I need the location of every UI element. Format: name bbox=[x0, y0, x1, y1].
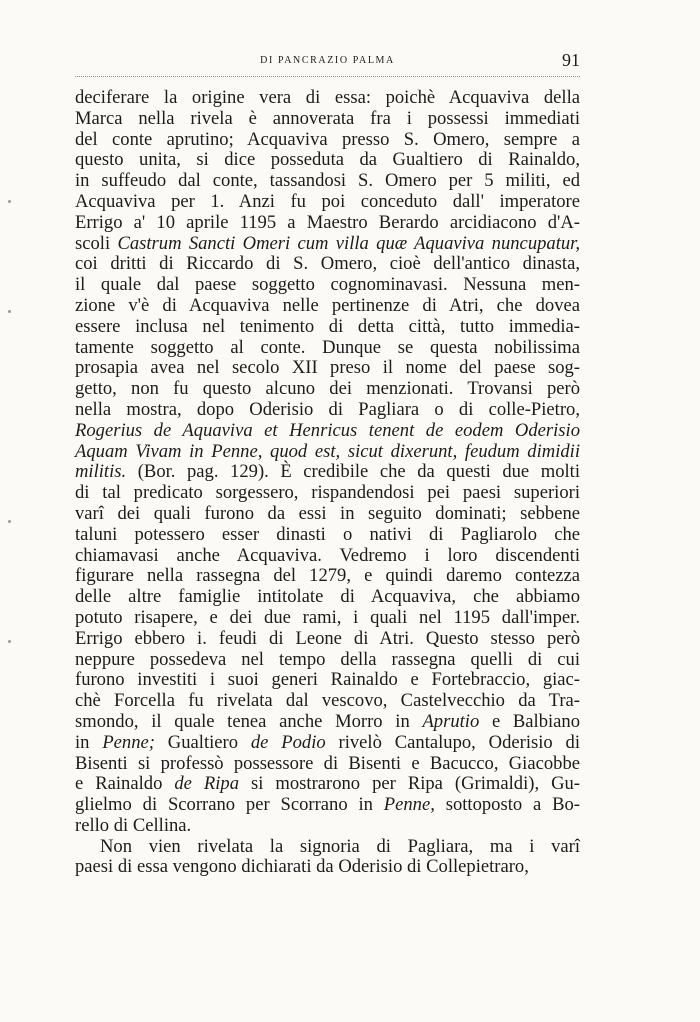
text-segment: Errigo ebbero i. feudi di Leone di Atri. Questo stesso però bbox=[75, 627, 580, 649]
italic-text: Penne; bbox=[102, 731, 155, 753]
text-line bbox=[75, 670, 580, 691]
margin-speck bbox=[8, 310, 11, 313]
text-segment: rello di Cellina. bbox=[75, 814, 192, 836]
text-line bbox=[75, 400, 580, 421]
text-segment: glielmo di Scorrano per Scorrano in bbox=[75, 794, 384, 816]
text-segment: il quale dal paese soggetto cognominavasi. Nessuna men- bbox=[75, 274, 580, 296]
text-line bbox=[75, 837, 580, 858]
text-line bbox=[75, 774, 580, 795]
italic-text: militis. bbox=[75, 461, 127, 483]
text-segment: coi dritti di Riccardo di S. Omero, cioè dell'antico dinasta, bbox=[75, 253, 580, 275]
body-text bbox=[75, 88, 580, 878]
italic-text: Castrum Sancti Omeri cum villa quæ Aquaviva nuncupatur, bbox=[117, 232, 580, 254]
text-segment: in bbox=[75, 731, 103, 753]
text-line bbox=[75, 462, 580, 483]
text-segment: Gualtiero bbox=[154, 731, 251, 753]
running-title: DI PANCRAZIO PALMA bbox=[260, 55, 395, 66]
text-segment: scoli bbox=[75, 232, 118, 254]
text-segment: furono investiti i suoi generi Rainaldo e Fortebraccio, giac- bbox=[75, 669, 580, 691]
italic-text: Aquam Vivam in Penne, quod est, sicut dixerunt, feudum dimidii bbox=[75, 440, 580, 462]
page-number: 91 bbox=[562, 50, 580, 70]
text-line bbox=[75, 691, 580, 712]
text-line bbox=[75, 317, 580, 338]
text-line bbox=[75, 234, 580, 255]
text-line bbox=[75, 296, 580, 317]
italic-text: Penne, bbox=[383, 794, 435, 816]
text-line bbox=[75, 254, 580, 275]
text-segment: chè Forcella fu rivelata dal vescovo, Castelvecchio da Tra- bbox=[75, 690, 580, 712]
italic-text: de Podio bbox=[250, 731, 326, 753]
text-line bbox=[75, 275, 580, 296]
text-line bbox=[75, 213, 580, 234]
text-segment: taluni potessero esser dinasti o nativi di Pagliarolo che bbox=[75, 523, 580, 545]
text-segment: rivelò Cantalupo, Oderisio di bbox=[325, 731, 580, 753]
text-segment: prosapia avea nel secolo XII preso il nome del paese sog- bbox=[75, 357, 580, 379]
text-segment: deciferare la origine vera di essa: poichè Acquaviva della bbox=[75, 87, 580, 108]
text-line bbox=[75, 421, 580, 442]
text-segment: Bisenti si professò possessore di Bisenti e Bacucco, Giacobbe bbox=[75, 752, 580, 774]
text-segment: smondo, il quale tenea anche Morro in bbox=[75, 710, 423, 732]
text-segment: si mostrarono per Ripa (Grimaldi), Gu- bbox=[239, 773, 580, 795]
italic-text: Rogerius de Aquaviva et Henricus tenent de eodem Oderisio bbox=[75, 419, 580, 441]
text-segment: varî dei quali furono da essi in seguito dominati; sebbene bbox=[75, 502, 580, 524]
text-line bbox=[75, 629, 580, 650]
text-line bbox=[75, 504, 580, 525]
text-line bbox=[75, 338, 580, 359]
text-line bbox=[75, 150, 580, 171]
text-line bbox=[75, 192, 580, 213]
text-line bbox=[75, 733, 580, 754]
text-line bbox=[75, 442, 580, 463]
text-segment: Marca nella rivela è annoverata fra i possessi immediati bbox=[75, 107, 580, 129]
text-segment: Errigo a' 10 aprile 1195 a Maestro Berardo arcidiacono d'A- bbox=[75, 211, 580, 233]
text-segment: figurare nella rassegna del 1279, e quindi daremo contezza bbox=[75, 565, 580, 587]
text-segment: essere inclusa nel tenimento di detta città, tutto immedia- bbox=[75, 315, 580, 337]
text-line bbox=[75, 546, 580, 567]
text-line bbox=[75, 857, 580, 878]
text-line bbox=[75, 587, 580, 608]
text-segment: (Bor. pag. 129). È credibile che da questi due molti bbox=[126, 461, 580, 483]
text-segment: e Rainaldo bbox=[75, 773, 175, 795]
italic-text: de Ripa bbox=[174, 773, 240, 795]
text-segment: zione v'è di Acquaviva nelle pertinenze di Atri, che dovea bbox=[75, 294, 580, 316]
text-segment: Non vien rivelata la signoria di Pagliara, ma i varî bbox=[100, 835, 580, 857]
text-segment: paesi di essa vengono dichiarati da Oderisio di Collepietraro, bbox=[75, 856, 529, 878]
text-line bbox=[75, 483, 580, 504]
margin-speck bbox=[8, 520, 11, 523]
text-line bbox=[75, 379, 580, 400]
margin-speck bbox=[8, 640, 11, 643]
text-segment: in suffeudo dal conte, tassandosi S. Omero per 5 militi, ed bbox=[75, 170, 580, 192]
text-line bbox=[75, 650, 580, 671]
text-segment: Acquaviva per 1. Anzi fu poi conceduto dall' imperatore bbox=[75, 190, 580, 212]
margin-speck bbox=[8, 200, 11, 203]
text-line bbox=[75, 171, 580, 192]
text-line bbox=[75, 525, 580, 546]
text-segment: tamente soggetto al conte. Dunque se questa nobilissima bbox=[75, 336, 580, 358]
text-line bbox=[75, 712, 580, 733]
text-line bbox=[75, 754, 580, 775]
text-line bbox=[75, 795, 580, 816]
text-line bbox=[75, 608, 580, 629]
text-segment: potuto risapere, e dei due rami, i quali nel 1195 dall'imper. bbox=[75, 606, 580, 628]
text-segment: nella mostra, dopo Oderisio di Pagliara o di colle-Pietro, bbox=[75, 398, 580, 420]
header-rule bbox=[75, 76, 580, 77]
text-segment: di tal predicato sorgessero, rispandendosi pei paesi superiori bbox=[75, 482, 580, 504]
text-line bbox=[75, 358, 580, 379]
text-segment: e Balbiano bbox=[479, 710, 581, 732]
text-line bbox=[75, 130, 580, 151]
text-segment: del conte aprutino; Acquaviva presso S. Omero, sempre a bbox=[75, 128, 580, 150]
text-segment: getto, non fu questo alcuno dei menzionati. Trovansi però bbox=[75, 378, 580, 400]
text-segment: sottoposto a Bo- bbox=[434, 794, 580, 816]
running-header bbox=[75, 52, 580, 72]
text-segment: delle altre famiglie intitolate di Acquaviva, che abbiamo bbox=[75, 586, 580, 608]
text-line bbox=[75, 816, 580, 837]
text-line bbox=[75, 109, 580, 130]
italic-text: Aprutio bbox=[422, 710, 480, 732]
text-line bbox=[75, 88, 580, 109]
text-segment: questo unita, si dice posseduta da Gualtiero di Rainaldo, bbox=[75, 149, 580, 171]
text-segment: neppure possedeva nel tempo della rassegna quelli di cui bbox=[75, 648, 580, 670]
text-segment: chiamavasi anche Acquaviva. Vedremo i loro discendenti bbox=[75, 544, 580, 566]
text-line bbox=[75, 566, 580, 587]
